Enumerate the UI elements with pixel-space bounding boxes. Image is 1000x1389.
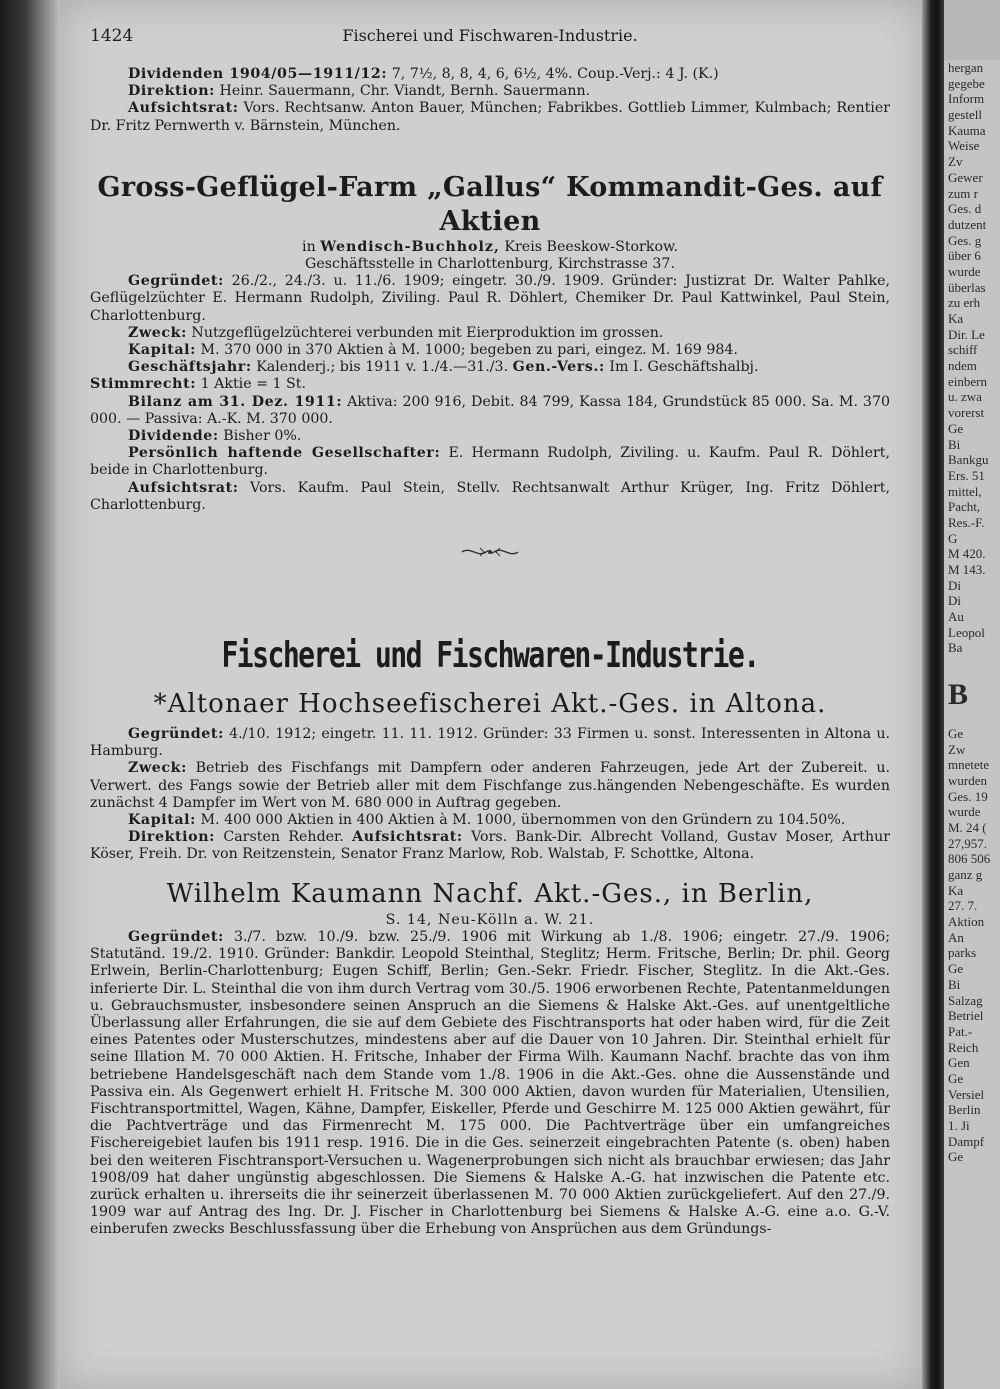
dividenden-label: Dividenden 1904/05—1911/12: — [128, 66, 388, 82]
aufsichtsrat-label: Aufsichtsrat: — [128, 479, 239, 496]
facing-page-line: ganz g — [948, 867, 983, 882]
direktion-label: Direktion: — [128, 83, 215, 100]
facing-page-line: überlas — [948, 279, 986, 295]
facing-page-line: Dampf — [948, 1133, 985, 1149]
facing-page-line: 806 506 — [948, 851, 991, 867]
facing-page-line: Res.-F. — [948, 514, 985, 530]
aufsichtsrat-text: Vors. Rechtsanw. Anton Bauer, München; Fabrikbes. Gottlieb Limmer, Kulmbach; Rentier Dr. Fritz Pernwerth v. Bärnstein, München. — [90, 100, 890, 134]
kapital-label: Kapital: — [128, 342, 197, 359]
facing-page-line: gegebe — [948, 75, 985, 91]
dividenden-paragraph — [90, 66, 890, 83]
facing-page-line: 27,957. — [948, 835, 987, 851]
company-title: Gross-Geflügel-Farm „Gallus“ Kommandit-Ges. auf Aktien — [97, 171, 883, 237]
book-gutter — [922, 0, 944, 1389]
facing-page-line: Ge — [948, 961, 964, 977]
facing-page-fragment — [944, 60, 1000, 1389]
facing-page-line: mittel, — [948, 483, 982, 499]
section-heading: Fischerei und Fischwaren-Industrie. — [221, 635, 759, 677]
genvers-label: Gen.-Vers.: — [512, 359, 605, 376]
facing-page-line: ndem — [948, 358, 977, 374]
book-page — [60, 0, 922, 1389]
facing-page-line: Ers. 51 — [948, 467, 985, 483]
company-title: *Altonaer Hochseefischerei Akt.-Ges. in Altona. — [153, 689, 827, 720]
facing-page-line: zu erh — [948, 295, 981, 311]
location-prefix: in — [302, 238, 321, 255]
facing-page-line: Bi — [948, 976, 961, 992]
facing-page-line: Gewer — [948, 169, 983, 185]
facing-page-line: Pacht, — [948, 499, 981, 515]
bilanz-paragraph — [90, 394, 890, 428]
facing-page-top — [944, 0, 1000, 60]
facing-page-line: zum r — [948, 185, 978, 201]
facing-page-line: vorerst — [948, 405, 985, 421]
geschaeftsjahr-text: Kalenderj.; bis 1911 v. 1./4.—31./3. — [251, 359, 509, 376]
facing-page-line: Reich — [948, 1039, 979, 1055]
running-title: Fischerei und Fischwaren-Industrie. — [342, 26, 638, 45]
facing-page-line: M 143. — [948, 562, 986, 577]
facing-page-line: Weise — [948, 138, 980, 154]
kapital-paragraph — [90, 342, 890, 359]
page-content — [90, 22, 890, 1239]
gegruendet-paragraph — [90, 929, 890, 1239]
page-number: 1424 — [90, 26, 134, 46]
stimmrecht-text: 1 Aktie = 1 St. — [196, 376, 306, 393]
facing-page-line: Bankgu — [948, 452, 989, 468]
facing-page-line: Di — [948, 577, 961, 593]
dividende-text: Bisher 0%. — [218, 428, 302, 445]
ornament-icon — [460, 544, 520, 560]
facing-page-line: hergan — [948, 60, 984, 75]
facing-page-line: Inform — [948, 91, 985, 107]
facing-page-line: Dir. Le — [948, 326, 985, 342]
stimmrecht-paragraph — [90, 376, 890, 393]
gegruendet-label: Gegründet: — [128, 273, 224, 290]
bilanz-label: Bilanz am 31. Dez. 1911: — [128, 393, 343, 410]
facing-page-line: wurde — [948, 804, 981, 820]
zweck-paragraph — [90, 760, 890, 812]
stimmrecht-label: Stimmrecht: — [90, 376, 197, 393]
facing-page-line: Gen — [948, 1055, 970, 1071]
facing-page-line: parks — [948, 945, 977, 961]
gegruendet-text: 26./2., 24./3. u. 11./6. 1909; eingetr. 30./9. 1909. Gründer: Justizrat Dr. Walter Pahlke, Geflügelzüchter E. Hermann Rudolph, Ziviling. Paul R. Döhlert, Chemiker Dr. Paul Kattwinkel, Paul Stein, Charlottenburg. — [90, 273, 890, 324]
facing-page-line: Ges. d — [948, 201, 982, 217]
gegruendet-label: Gegründet: — [128, 726, 224, 743]
direktion-text: Heinr. Sauermann, Chr. Viandt, Bernh. Sauermann. — [214, 83, 591, 100]
bilanz-text: Aktiva: 200 916, Debit. 84 799, Kassa 184, Grundstück 85 000. Sa. M. 370 000. — Passiva: A.-K. M. 370 000. — [90, 393, 890, 427]
facing-page-line: M 420. — [948, 546, 986, 562]
direktion-text: Carsten Rehder. — [214, 829, 344, 846]
facing-page-line: Ges. g — [948, 232, 982, 248]
facing-page-line: An — [948, 929, 964, 945]
facing-page-line: Berlin — [948, 1102, 981, 1118]
zweck-text: Nutzgeflügelzüchterei verbunden mit Eierproduktion im grossen. — [186, 324, 664, 341]
entry-continued — [90, 66, 890, 135]
aufsichtsrat-paragraph — [90, 480, 890, 514]
facing-page-line: Ka — [948, 311, 964, 326]
aufsichtsrat-text: Vors. Bank-Dir. Albrecht Volland, Gustav Moser, Arthur Köser, Freih. Dr. von Reitzenstein, Senator Franz Marlow, Rob. Walstab, F. Schottke, Altona. — [90, 829, 891, 863]
zweck-label: Zweck: — [128, 324, 187, 341]
aufsichtsrat-paragraph — [90, 100, 890, 134]
facing-page-line: Pat.- — [948, 1023, 973, 1039]
company-entry-gallus — [90, 171, 890, 514]
kapital-text: M. 400 000 Aktien in 400 Aktien à M. 1000, übernommen von den Gründern zu 104.50%. — [196, 812, 846, 829]
geschaeftsjahr-paragraph — [90, 359, 890, 376]
zweck-paragraph — [90, 325, 890, 342]
facing-page-line: Au — [948, 609, 964, 625]
dividenden-text: 7, 7½, 8, 8, 4, 6, 6½, 4%. Coup.-Verj.: 4 J. (K.) — [387, 66, 719, 82]
facing-page-line: Leopol — [948, 624, 985, 640]
facing-page-line: Ge — [948, 1070, 964, 1086]
facing-page-line: wurden — [948, 772, 987, 788]
company-entry-altona — [90, 688, 890, 864]
dividende-label: Dividende: — [128, 428, 219, 445]
gesellschafter-paragraph — [90, 445, 890, 479]
facing-page-line: 1. Ji — [948, 1118, 970, 1133]
facing-page-line: 27. 7. — [948, 898, 978, 914]
facing-page-line: Zv — [948, 154, 963, 170]
facing-page-line: Salzag — [948, 992, 983, 1008]
facing-page-line: Versiel — [948, 1086, 985, 1102]
facing-page-line: gestell — [948, 107, 982, 123]
facing-page-line: wurde — [948, 263, 981, 279]
facing-page-line: einbern — [948, 373, 987, 389]
facing-page-line — [944, 656, 1000, 672]
direktion-label: Direktion: — [128, 829, 215, 846]
gegruendet-paragraph — [90, 273, 890, 325]
facing-page-line: Aktion — [948, 914, 985, 930]
facing-page-line: Ge — [948, 1149, 964, 1165]
gesellschafter-text: E. Hermann Rudolph, Ziviling. u. Kaufm. Paul R. Döhlert, beide in Charlottenburg. — [90, 445, 890, 479]
facing-page-line: u. zwa — [948, 389, 982, 405]
facing-page-line: B — [948, 677, 969, 711]
direktion-paragraph — [90, 829, 890, 863]
kapital-paragraph — [90, 812, 890, 829]
location-name: Wendisch-Buchholz, — [320, 238, 500, 255]
kapital-label: Kapital: — [128, 812, 197, 829]
gegruendet-label: Gegründet: — [128, 928, 224, 945]
facing-page-line: schiff — [948, 342, 978, 358]
facing-page-line: Ba — [948, 640, 963, 656]
facing-page-line: dutzent — [948, 216, 987, 232]
zweck-text: Betrieb des Fischfangs mit Dampfern oder anderen Fahrzeugen, jede Art der Zubereit. u. Verwert. des Fangs sowie der Betrieb aller mit dem Fischfange zus.hängenden Nebengeschäfte. Es wurden zunächst 4 Dampfer im Wert von M. 680 000 in Auftrag gegeben. — [90, 760, 890, 811]
facing-page-line: Bi — [948, 436, 961, 452]
facing-page-line: M. 24 ( — [948, 819, 987, 835]
aufsichtsrat-label: Aufsichtsrat: — [352, 829, 463, 846]
company-address: S. 14, Neu-Kölln a. W. 21. — [385, 911, 595, 928]
geschaeftsjahr-label: Geschäftsjahr: — [128, 359, 252, 376]
facing-page-line: Zw — [948, 741, 966, 757]
genvers-text: Im I. Geschäftshalbj. — [604, 359, 759, 376]
facing-page-line: Di — [948, 593, 961, 609]
facing-page-line: Ge — [948, 420, 964, 436]
dividende-paragraph — [90, 428, 890, 445]
direktion-paragraph — [90, 83, 890, 100]
company-entry-kaumann — [90, 878, 890, 1239]
zweck-label: Zweck: — [128, 760, 187, 777]
gegruendet-text: 3./7. bzw. 10./9. bzw. 25./9. 1906 mit Wirkung ab 1./8. 1906; eingetr. 27./9. 1906; Statutänd. 19./2. 1910. Gründer: Bankdir. Leopold Steinthal, Steglitz; Herm. Fritsche, Berlin; Dr. phil. Georg Erlwein, Berlin-Charlottenburg; Eugen Schiff, Berlin; Gen.-Sekr. Friedr. Fischer, Steglitz. In die Akt.-Ges. inferierte Dir. L. Steinthal die von ihm durch Vertrag vom 30./5. 1906 erworbenen Rechte, Patentanmeldungen u. Gebrauchsmuster, insbesondere seinen Anspruch an die Siemens & Halske Akt.-Ges. auf unentgeltliche Überlassung aller Erfahrungen, die sie auf dem Gebiete des Fischtransports hat oder haben wird, für die Zeit eines Patentes oder Musterschutzes, mindestens aber auf die Dauer von 10 Jahren. Dir. Steinthal erhielt für seine Illation M. 70 000 Aktien. H. Fritsche, Inhaber der Firma Wilh. Kaumann Nachf. brachte das von ihm betriebene Handelsgeschäft nach dem Stande vom 1./8. 1906 in die Akt.-Ges. ohne die Aussenstände und Passiva ein. Als Gegenwert erhielt H. Fritsche M. 300 000 Aktien, davon wurden für Materialien, Utensilien, Fischtransportmittel, Wagen, Kähne, Dampfer, Eiskeller, Pferde und Geschirre M. 125 000 Aktien gewährt, für die Pachtverträge und das Firmenrecht M. 175 000. Die Pachtverträge über ein umfangreiches Fischereigebiet laufen bis 1911 resp. 1916. Die in die Ges. seinerzeit eingebrachten Patente (s. oben) haben bei den weiteren Fischtransport-Versuchen u. Wagenerprobungen sich nicht als brauchbar erwiesen; das Jahr 1908/09 hat daher ungünstig abgeschlossen. Die Siemens & Halske A.-G. hat inzwischen die Patente etc. zurück erhalten u. ihrerseits die ihr seinerzeit überlassenen M. 70 000 Aktien zurückgeliefert. Auf den 27./9. 1909 war auf Antrag des Ing. Dr. J. Fischer in Charlottenburg bei Siemens & Halske A.-G. eine a.o. G.-V. einberufen zwecks Beschlussfassung über die Erhebung von Ansprüchen aus dem Gründungs- — [90, 928, 890, 1238]
gegruendet-text: 4./10. 1912; eingetr. 11. 11. 1912. Gründer: 33 Firmen u. sonst. Interessenten in Altona u. Hamburg. — [90, 726, 890, 760]
company-office: Geschäftsstelle in Charlottenburg, Kirchstrasse 37. — [305, 256, 675, 273]
facing-page-line: Ges. 19 — [948, 788, 988, 804]
facing-page-line: Betriel — [948, 1008, 984, 1024]
facing-page-line: G — [948, 530, 958, 546]
ornament-divider — [90, 544, 890, 566]
kapital-text: M. 370 000 in 370 Aktien à M. 1000; begeben zu pari, eingez. M. 169 984. — [196, 342, 738, 359]
page-header — [90, 22, 890, 50]
facing-page-line: Kauma — [948, 122, 986, 138]
aufsichtsrat-text: Vors. Kaufm. Paul Stein, Stellv. Rechtsanwalt Arthur Krüger, Ing. Fritz Döhlert, Charlottenburg. — [90, 479, 890, 513]
facing-page-line: über 6 — [948, 248, 981, 264]
company-title: Wilhelm Kaumann Nachf. Akt.-Ges., in Berlin, — [166, 878, 814, 909]
location-rest: Kreis Beeskow-Storkow. — [499, 238, 678, 255]
facing-page-line: Ka — [948, 882, 964, 898]
company-location — [90, 239, 890, 256]
gegruendet-paragraph — [90, 726, 890, 760]
facing-page-line: mnetete — [948, 757, 990, 773]
gesellschafter-label: Persönlich haftende Gesellschafter: — [128, 445, 441, 462]
facing-page-line: Ge — [948, 725, 964, 741]
aufsichtsrat-label: Aufsichtsrat: — [128, 100, 239, 117]
